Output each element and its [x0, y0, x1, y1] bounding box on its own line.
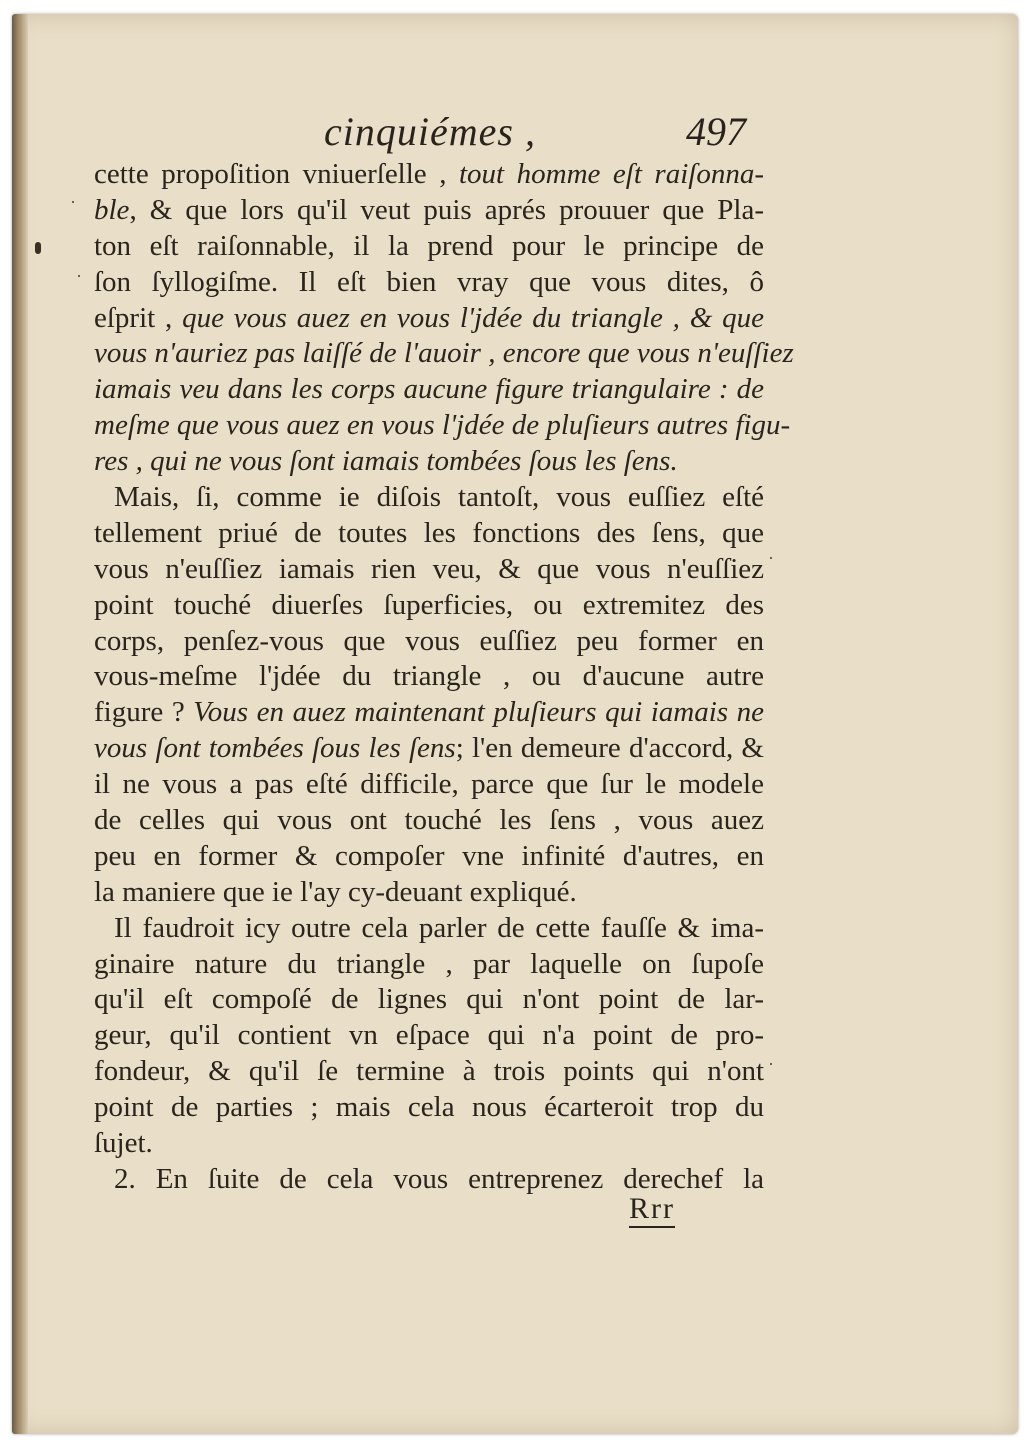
text-line: tellement priué de toutes les fonctions des ſens, que	[94, 516, 764, 549]
text-line: 2. En ſuite de cela vous entreprenez derechef la	[114, 1162, 764, 1195]
text-line: vous n'euſſiez iamais rien veu, & que vous n'euſſiez	[94, 552, 764, 585]
text-line: figure ? Vous en auez maintenant pluſieurs qui iamais ne	[94, 696, 765, 729]
text-line: eſprit , que vous auez en vous l'jdée du triangle , & que	[94, 301, 764, 334]
binding-mark	[35, 242, 41, 254]
margin-speck: ·	[768, 1054, 774, 1074]
body-text	[94, 157, 794, 1198]
text-line: fondeur, & qu'il ſe termine à trois points qui n'ont	[94, 1055, 764, 1088]
signature-mark: Rrr	[629, 1192, 675, 1228]
page-header	[12, 108, 1018, 152]
text-line: ble, & que lors qu'il veut puis aprés prouuer que Pla-	[94, 193, 764, 226]
text-line: ginaire nature du triangle , par laquelle on ſupoſe	[94, 947, 764, 980]
text-line: vous ſont tombées ſous les ſens; l'en demeure d'accord, &	[94, 732, 764, 765]
book-spine	[12, 14, 28, 1434]
text-line: ſujet.	[94, 1127, 153, 1160]
book-page	[12, 14, 1018, 1434]
text-line: point de parties ; mais cela nous écarteroit trop du	[94, 1091, 764, 1124]
text-line: Mais, ſi, comme ie diſois tantoſt, vous euſſiez eſté	[114, 481, 764, 514]
text-line: il ne vous a pas eſté difficile, parce que ſur le modele	[94, 768, 764, 801]
text-line: qu'il eſt compoſé de lignes qui n'ont point de lar-	[94, 983, 764, 1016]
text-line: ton eſt raiſonnable, il la prend pour le principe de	[94, 229, 764, 262]
text-line: geur, qu'il contient vn eſpace qui n'a point de pro-	[94, 1019, 764, 1052]
text-line: res , qui ne vous ſont iamais tombées ſous les ſens.	[94, 445, 678, 478]
text-line: la maniere que ie l'ay cy-deuant expliqué.	[94, 875, 577, 908]
page-number: 497	[686, 109, 746, 154]
text-line: peu en former & compoſer vne infinité d'autres, en	[94, 839, 764, 872]
text-line: meſme que vous auez en vous l'jdée de pluſieurs autres figu-	[94, 409, 791, 442]
text-line: vous n'auriez pas laiſſé de l'auoir , encore que vous n'euſſiez	[94, 337, 794, 370]
text-line: corps, penſez-vous que vous euſſiez peu former en	[94, 624, 764, 657]
text-line: ſon ſyllogiſme. Il eſt bien vray que vous dites, ô	[94, 265, 764, 298]
margin-speck: ·	[70, 192, 76, 212]
margin-speck: ·	[76, 266, 82, 286]
text-line: vous-meſme l'jdée du triangle , ou d'aucune autre	[94, 660, 764, 693]
text-line: de celles qui vous ont touché les ſens , vous auez	[94, 804, 764, 837]
text-line: iamais veu dans les corps aucune figure triangulaire : de	[94, 373, 764, 406]
running-head: cinquiémes ,	[324, 109, 536, 154]
text-line: cette propoſition vniuerſelle , tout homme eſt raiſonna-	[94, 158, 764, 190]
text-line: point touché diuerſes ſuperficies, ou extremitez des	[94, 588, 764, 621]
text-line: Il faudroit icy outre cela parler de cette fauſſe & ima-	[114, 911, 764, 944]
margin-speck: ·	[768, 548, 774, 568]
